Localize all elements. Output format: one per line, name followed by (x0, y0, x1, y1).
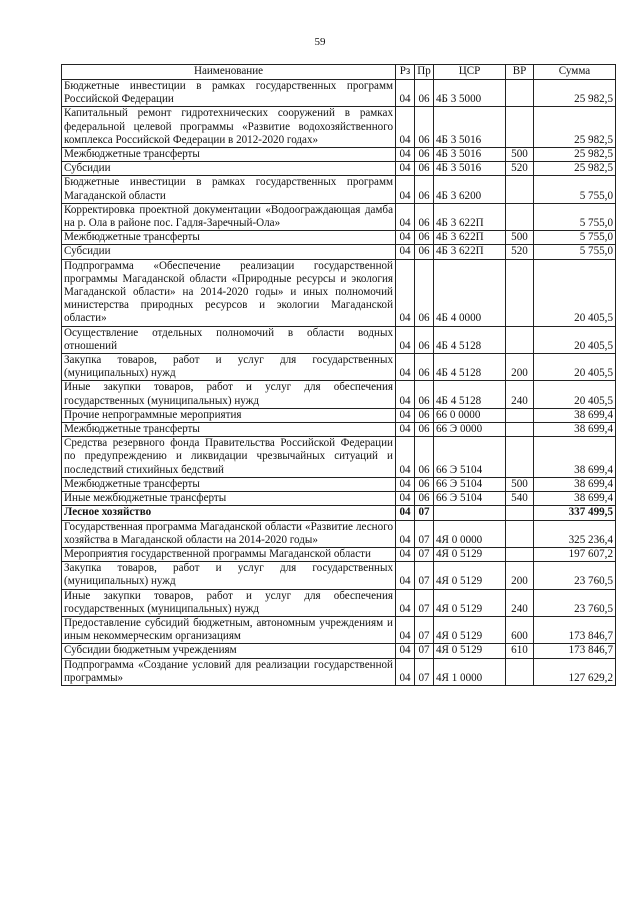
cell-vr: 520 (506, 162, 534, 176)
cell-name: Подпрограмма «Создание условий для реализации государственной программы» (62, 658, 396, 685)
cell-pr: 07 (415, 658, 434, 685)
cell-vr (506, 259, 534, 326)
cell-rz: 04 (396, 423, 415, 437)
cell-sum: 25 982,5 (534, 80, 616, 107)
table-header-row (62, 65, 616, 80)
table-row (62, 423, 616, 437)
cell-vr (506, 437, 534, 478)
cell-csr: 4Б 4 5128 (434, 381, 506, 408)
cell-rz: 04 (396, 547, 415, 561)
cell-csr: 66 Э 0000 (434, 423, 506, 437)
cell-rz: 04 (396, 520, 415, 547)
cell-name: Предоставление субсидий бюджетным, автономным учреждениям и иным некоммерческим организациям (62, 616, 396, 643)
cell-sum: 25 982,5 (534, 148, 616, 162)
cell-sum: 173 846,7 (534, 644, 616, 658)
cell-csr: 4Б 4 5128 (434, 354, 506, 381)
cell-name: Закупка товаров, работ и услуг для государственных (муниципальных) нужд (62, 354, 396, 381)
cell-csr: 4Я 0 0000 (434, 520, 506, 547)
cell-pr: 06 (415, 148, 434, 162)
cell-rz: 04 (396, 203, 415, 230)
table-row (62, 547, 616, 561)
cell-sum: 5 755,0 (534, 176, 616, 203)
cell-name: Лесное хозяйство (62, 506, 396, 520)
cell-name: Средства резервного фонда Правительства Российской Федерации по предупреждению и ликвидации чрезвычайных ситуаций и последствий стихийных бедствий (62, 437, 396, 478)
cell-rz: 04 (396, 231, 415, 245)
cell-sum: 127 629,2 (534, 658, 616, 685)
budget-table (61, 64, 616, 686)
cell-pr: 06 (415, 203, 434, 230)
cell-name: Мероприятия государственной программы Магаданской области (62, 547, 396, 561)
cell-rz: 04 (396, 644, 415, 658)
table-row (62, 176, 616, 203)
cell-csr: 4Б 4 5128 (434, 326, 506, 353)
cell-csr: 66 Э 5104 (434, 492, 506, 506)
cell-pr: 06 (415, 245, 434, 259)
cell-sum: 25 982,5 (534, 107, 616, 148)
cell-vr (506, 326, 534, 353)
table-row (62, 80, 616, 107)
cell-name: Межбюджетные трансферты (62, 231, 396, 245)
header-sum: Сумма (534, 65, 616, 80)
cell-rz: 04 (396, 148, 415, 162)
header-rz: Рз (396, 65, 415, 80)
cell-pr: 07 (415, 506, 434, 520)
cell-pr: 07 (415, 520, 434, 547)
cell-sum: 20 405,5 (534, 381, 616, 408)
cell-pr: 06 (415, 381, 434, 408)
cell-pr: 06 (415, 477, 434, 491)
cell-rz: 04 (396, 80, 415, 107)
cell-rz: 04 (396, 381, 415, 408)
cell-vr (506, 547, 534, 561)
cell-sum: 38 699,4 (534, 492, 616, 506)
cell-csr: 4Б 3 5016 (434, 162, 506, 176)
cell-rz: 04 (396, 245, 415, 259)
cell-name: Бюджетные инвестиции в рамках государственных программ Магаданской области (62, 176, 396, 203)
cell-vr: 540 (506, 492, 534, 506)
cell-rz: 04 (396, 107, 415, 148)
cell-csr: 4Я 0 5129 (434, 562, 506, 589)
cell-sum: 20 405,5 (534, 354, 616, 381)
cell-name: Осуществление отдельных полномочий в области водных отношений (62, 326, 396, 353)
cell-csr: 4Б 3 6200 (434, 176, 506, 203)
cell-csr: 66 Э 5104 (434, 477, 506, 491)
cell-sum: 38 699,4 (534, 423, 616, 437)
cell-name: Закупка товаров, работ и услуг для государственных (муниципальных) нужд (62, 562, 396, 589)
cell-rz: 04 (396, 259, 415, 326)
cell-vr: 500 (506, 148, 534, 162)
table-row (62, 259, 616, 326)
cell-rz: 04 (396, 477, 415, 491)
header-pr: Пр (415, 65, 434, 80)
cell-name: Государственная программа Магаданской области «Развитие лесного хозяйства в Магаданской области на 2014-2020 годы» (62, 520, 396, 547)
cell-name: Иные закупки товаров, работ и услуг для обеспечения государственных (муниципальных) нужд (62, 381, 396, 408)
cell-csr: 4Б 3 622П (434, 231, 506, 245)
cell-vr (506, 506, 534, 520)
cell-sum: 5 755,0 (534, 245, 616, 259)
cell-name: Прочие непрограммные мероприятия (62, 408, 396, 422)
cell-vr (506, 408, 534, 422)
cell-rz: 04 (396, 354, 415, 381)
table-row (62, 231, 616, 245)
cell-sum: 20 405,5 (534, 326, 616, 353)
table-row (62, 148, 616, 162)
cell-pr: 07 (415, 644, 434, 658)
cell-csr: 4Я 1 0000 (434, 658, 506, 685)
cell-csr: 4Я 0 5129 (434, 589, 506, 616)
table-row (62, 477, 616, 491)
cell-name: Подпрограмма «Обеспечение реализации государственной программы Магаданской области «Природные ресурсы и экология Магаданской области» на 2014-2020 годы» и иных полномочий министерства природных ресурсов и экологии Магаданской области» (62, 259, 396, 326)
cell-vr: 520 (506, 245, 534, 259)
cell-csr: 4Б 3 5016 (434, 107, 506, 148)
cell-csr: 4Б 4 0000 (434, 259, 506, 326)
cell-pr: 06 (415, 231, 434, 245)
cell-csr: 4Я 0 5129 (434, 644, 506, 658)
cell-sum: 5 755,0 (534, 231, 616, 245)
cell-csr: 4Я 0 5129 (434, 616, 506, 643)
cell-csr: 66 Э 5104 (434, 437, 506, 478)
table-row (62, 354, 616, 381)
cell-csr (434, 506, 506, 520)
cell-vr (506, 423, 534, 437)
cell-vr: 200 (506, 562, 534, 589)
cell-name: Корректировка проектной документации «Водоограждающая дамба на р. Ола в районе пос. Гадля-Заречный-Ола» (62, 203, 396, 230)
cell-pr: 06 (415, 354, 434, 381)
cell-pr: 06 (415, 437, 434, 478)
cell-name: Иные межбюджетные трансферты (62, 492, 396, 506)
table-row (62, 107, 616, 148)
cell-rz: 04 (396, 658, 415, 685)
cell-sum: 5 755,0 (534, 203, 616, 230)
cell-rz: 04 (396, 176, 415, 203)
cell-name: Межбюджетные трансферты (62, 477, 396, 491)
table-row (62, 506, 616, 520)
cell-vr (506, 203, 534, 230)
cell-vr (506, 658, 534, 685)
cell-csr: 4Б 3 622П (434, 203, 506, 230)
header-name: Наименование (62, 65, 396, 80)
cell-name: Иные закупки товаров, работ и услуг для обеспечения государственных (муниципальных) нужд (62, 589, 396, 616)
cell-sum: 197 607,2 (534, 547, 616, 561)
cell-rz: 04 (396, 492, 415, 506)
cell-csr: 66 0 0000 (434, 408, 506, 422)
cell-pr: 07 (415, 562, 434, 589)
cell-vr (506, 520, 534, 547)
cell-vr (506, 107, 534, 148)
cell-rz: 04 (396, 506, 415, 520)
cell-vr: 500 (506, 231, 534, 245)
table-row (62, 658, 616, 685)
cell-pr: 06 (415, 492, 434, 506)
cell-name: Субсидии бюджетным учреждениям (62, 644, 396, 658)
cell-sum: 337 499,5 (534, 506, 616, 520)
cell-pr: 06 (415, 162, 434, 176)
header-vr: ВР (506, 65, 534, 80)
cell-vr: 610 (506, 644, 534, 658)
table-row (62, 520, 616, 547)
cell-vr: 240 (506, 589, 534, 616)
cell-sum: 38 699,4 (534, 477, 616, 491)
cell-rz: 04 (396, 408, 415, 422)
cell-name: Межбюджетные трансферты (62, 423, 396, 437)
cell-sum: 25 982,5 (534, 162, 616, 176)
cell-name: Субсидии (62, 162, 396, 176)
cell-pr: 07 (415, 616, 434, 643)
cell-sum: 325 236,4 (534, 520, 616, 547)
cell-vr: 500 (506, 477, 534, 491)
cell-sum: 38 699,4 (534, 408, 616, 422)
cell-sum: 38 699,4 (534, 437, 616, 478)
page-number: 59 (314, 36, 326, 48)
cell-csr: 4Б 3 5016 (434, 148, 506, 162)
table-row (62, 203, 616, 230)
cell-name: Субсидии (62, 245, 396, 259)
cell-pr: 06 (415, 423, 434, 437)
cell-pr: 06 (415, 107, 434, 148)
header-csr: ЦСР (434, 65, 506, 80)
cell-vr: 600 (506, 616, 534, 643)
table-row (62, 616, 616, 643)
cell-rz: 04 (396, 562, 415, 589)
cell-rz: 04 (396, 437, 415, 478)
cell-sum: 23 760,5 (534, 562, 616, 589)
cell-name: Капитальный ремонт гидротехнических сооружений в рамках федеральной целевой программы «Развитие водохозяйственного комплекса Российской Федерации в 2012-2020 годах» (62, 107, 396, 148)
cell-vr (506, 80, 534, 107)
cell-csr: 4Я 0 5129 (434, 547, 506, 561)
table-row (62, 437, 616, 478)
table-row (62, 492, 616, 506)
cell-csr: 4Б 3 5000 (434, 80, 506, 107)
cell-pr: 06 (415, 80, 434, 107)
cell-rz: 04 (396, 589, 415, 616)
cell-vr: 240 (506, 381, 534, 408)
cell-vr: 200 (506, 354, 534, 381)
table-row (62, 326, 616, 353)
cell-sum: 23 760,5 (534, 589, 616, 616)
table-row (62, 562, 616, 589)
cell-name: Бюджетные инвестиции в рамках государственных программ Российской Федерации (62, 80, 396, 107)
cell-rz: 04 (396, 616, 415, 643)
cell-sum: 173 846,7 (534, 616, 616, 643)
cell-pr: 06 (415, 408, 434, 422)
cell-csr: 4Б 3 622П (434, 245, 506, 259)
cell-rz: 04 (396, 162, 415, 176)
cell-rz: 04 (396, 326, 415, 353)
cell-pr: 07 (415, 547, 434, 561)
cell-name: Межбюджетные трансферты (62, 148, 396, 162)
cell-vr (506, 176, 534, 203)
cell-pr: 06 (415, 326, 434, 353)
table-row (62, 589, 616, 616)
cell-pr: 06 (415, 176, 434, 203)
cell-pr: 06 (415, 259, 434, 326)
table-row (62, 162, 616, 176)
table-row (62, 408, 616, 422)
cell-pr: 07 (415, 589, 434, 616)
table-row (62, 381, 616, 408)
cell-sum: 20 405,5 (534, 259, 616, 326)
table-row (62, 245, 616, 259)
table-row (62, 644, 616, 658)
table-body (62, 80, 616, 686)
